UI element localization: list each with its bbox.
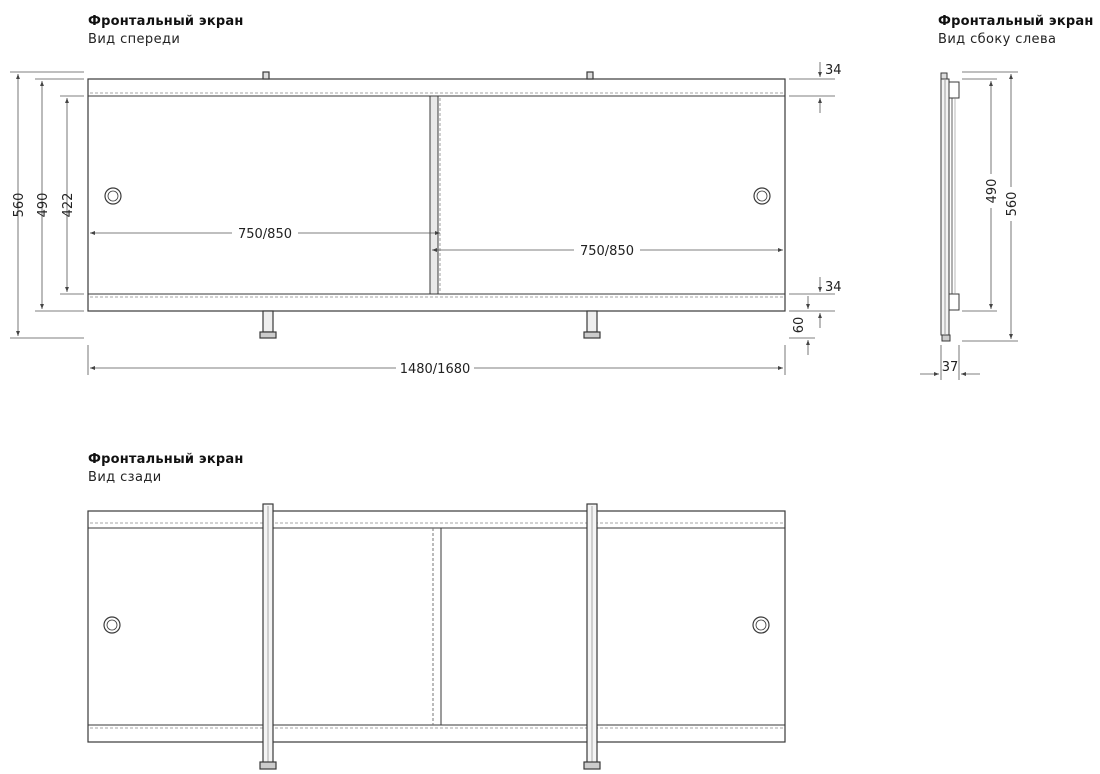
- front-leg-right: [584, 311, 600, 338]
- side-top-stud: [941, 73, 947, 79]
- side-leg: [942, 335, 950, 341]
- side-bottom-rail: [949, 294, 959, 310]
- label-side-panel-height: 490: [985, 178, 1000, 204]
- rear-outer-frame: [88, 511, 785, 742]
- side-view-title: Фронтальный экран: [938, 14, 1094, 29]
- front-view-drawing: [88, 72, 785, 338]
- rear-view-drawing: [88, 504, 785, 769]
- label-bottom-rail: 34: [825, 280, 842, 295]
- side-view-dim-labels: [942, 174, 1020, 375]
- rear-view-title: Фронтальный экран: [88, 452, 244, 467]
- label-front-total-width: 1480/1680: [399, 362, 471, 377]
- front-door-divider: [430, 96, 438, 294]
- label-left-door-width: 750/850: [237, 227, 293, 242]
- front-view-subtitle: Вид спереди: [88, 32, 181, 47]
- label-side-depth: 37: [941, 360, 959, 375]
- label-front-door-height: 422: [61, 192, 76, 218]
- label-top-rail: 34: [825, 63, 842, 78]
- label-leg-height: 60: [792, 316, 807, 334]
- side-view-drawing: [941, 73, 959, 341]
- side-view-dimensions: [920, 72, 1018, 380]
- front-view-title: Фронтальный экран: [88, 14, 244, 29]
- label-front-panel-height: 490: [36, 192, 51, 218]
- front-leg-left: [260, 311, 276, 338]
- label-front-total-height: 560: [12, 192, 27, 218]
- front-top-stud-right: [587, 72, 593, 79]
- rear-support-post-right: [584, 504, 600, 769]
- rear-view-subtitle: Вид сзади: [88, 470, 162, 485]
- front-top-stud-left: [263, 72, 269, 79]
- side-top-rail: [949, 82, 959, 98]
- side-view-subtitle: Вид сбоку слева: [938, 32, 1057, 47]
- label-right-door-width: 750/850: [579, 244, 635, 259]
- label-side-total-height: 560: [1005, 191, 1020, 217]
